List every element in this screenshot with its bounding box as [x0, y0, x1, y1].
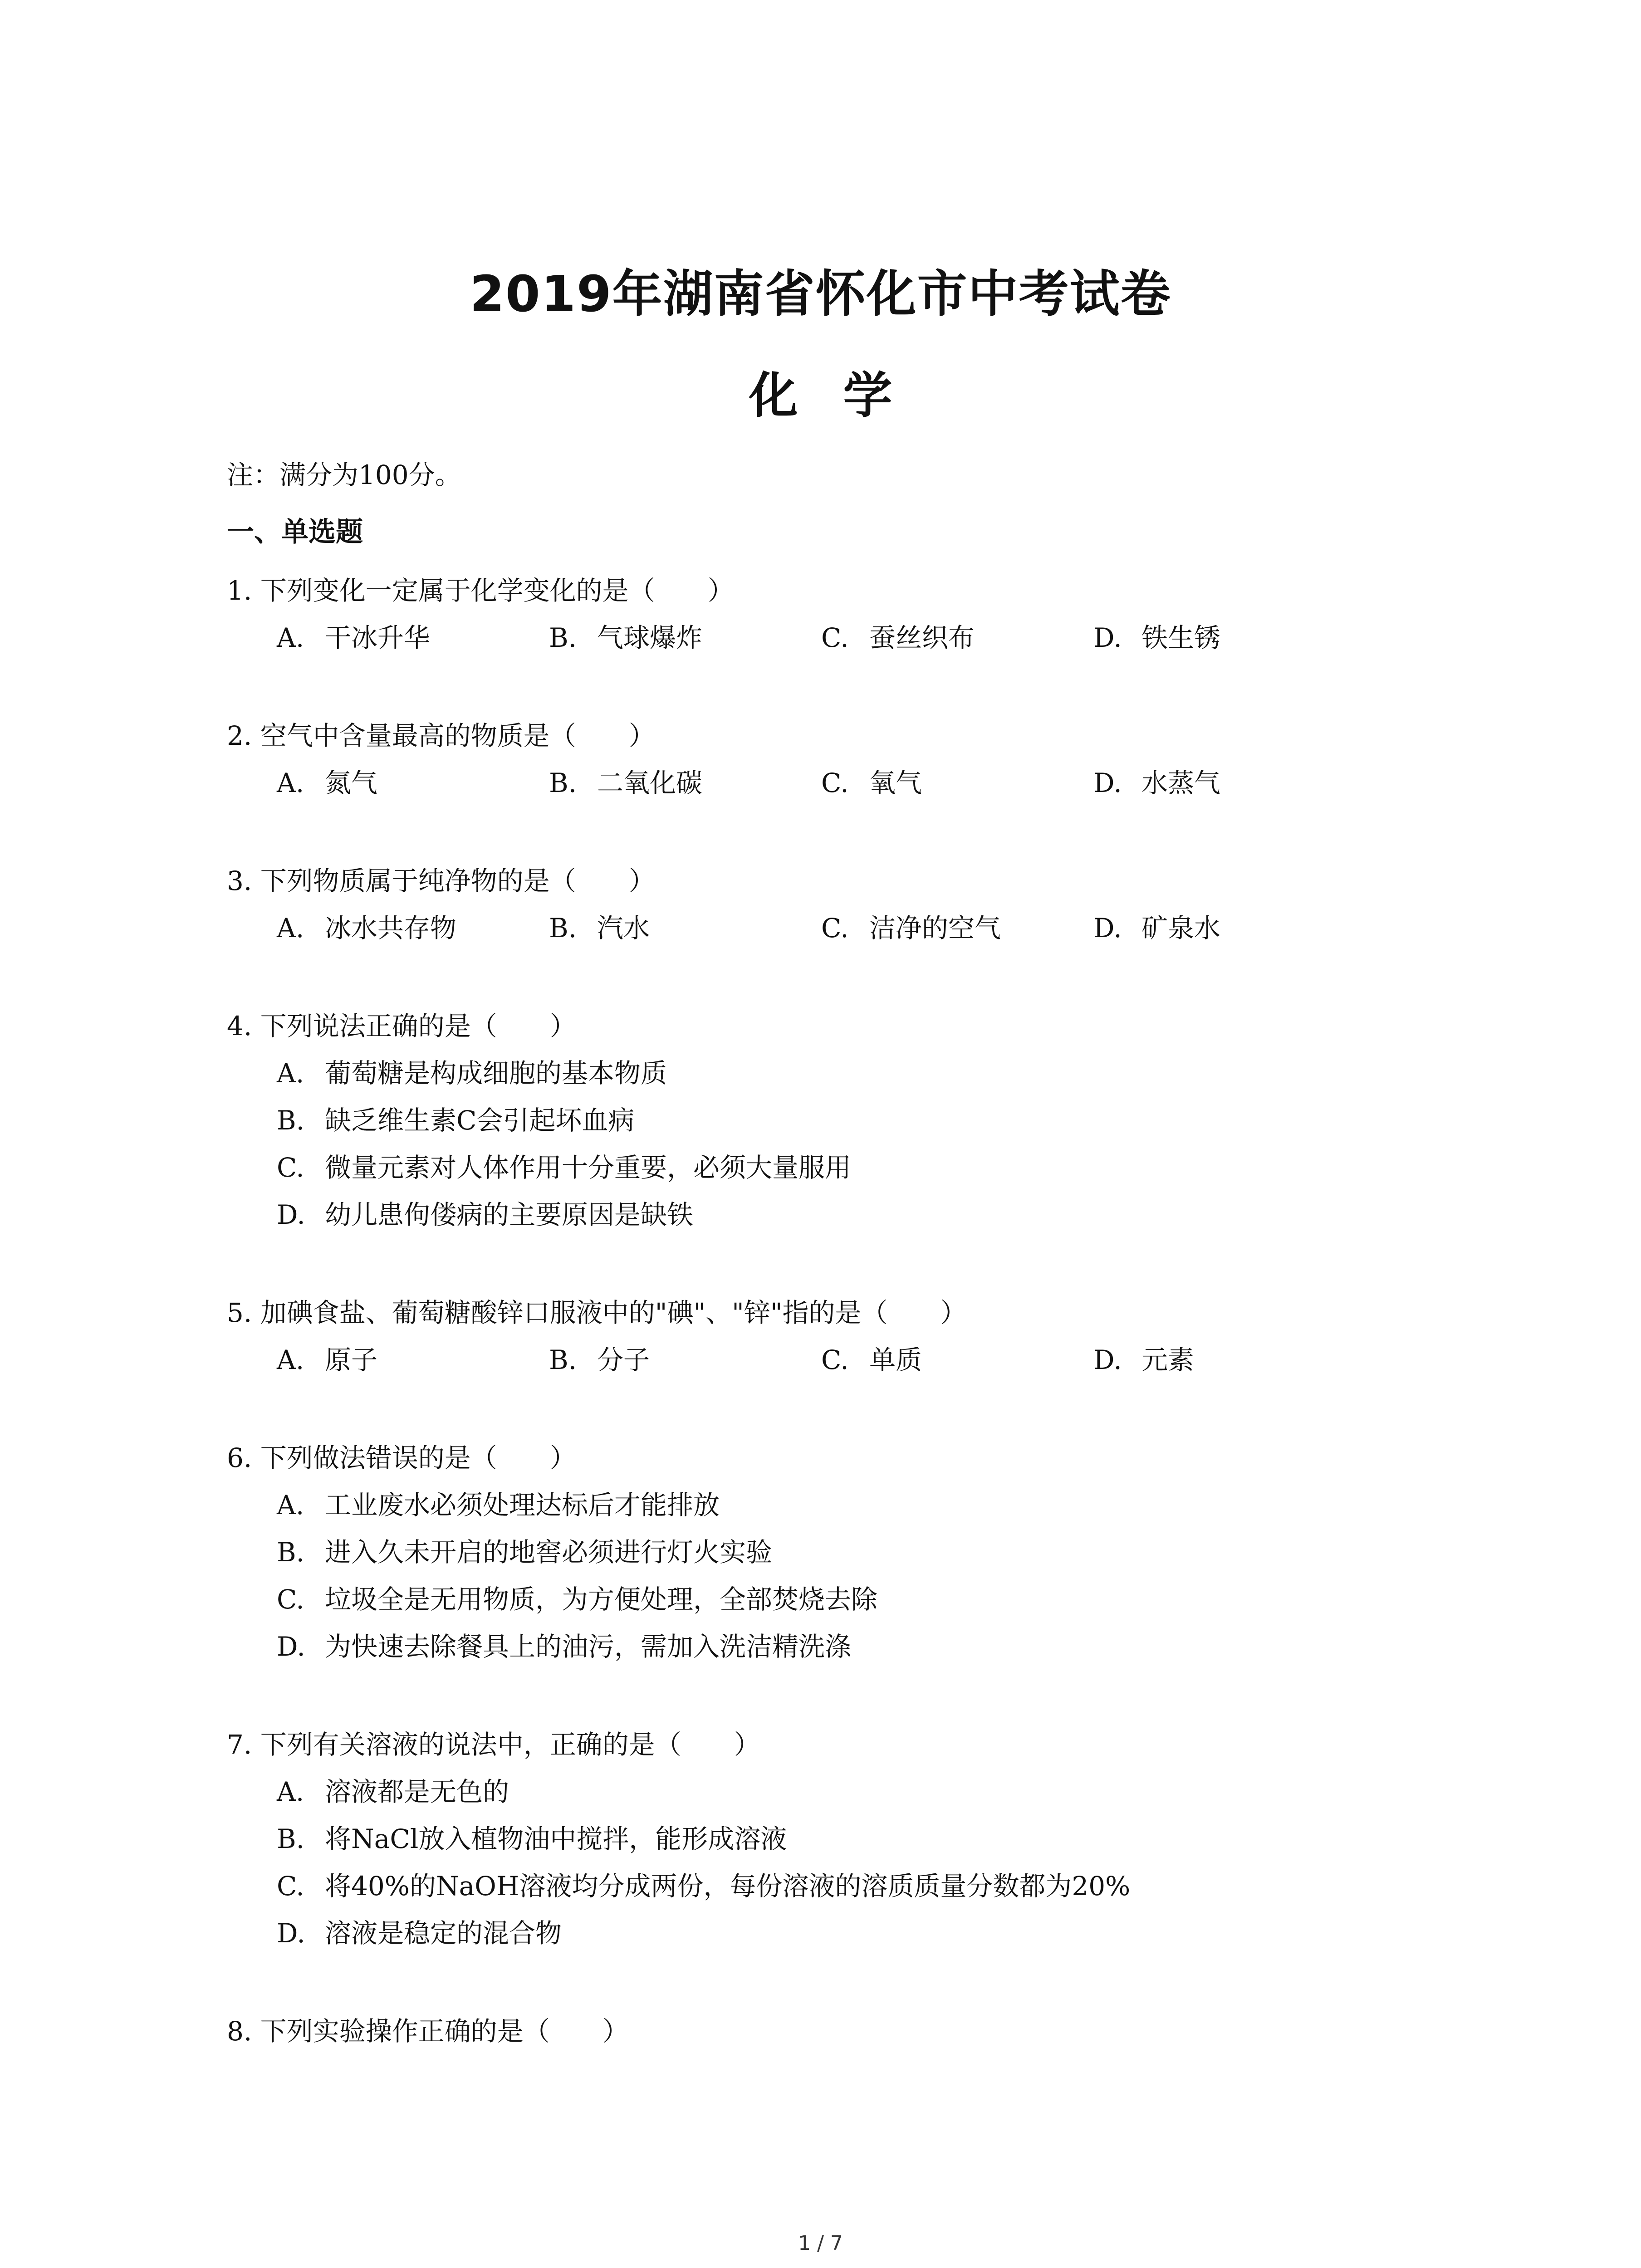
option-c [821, 1336, 1093, 1383]
option-b [277, 1097, 1452, 1144]
option-c [821, 614, 1093, 661]
question-text: 下列说法正确的是（ ） [260, 1011, 576, 1041]
option-a [277, 1050, 1452, 1097]
option-text: 将NaCl放入植物油中搅拌，能形成溶液 [325, 1823, 787, 1854]
option-letter: A. [277, 767, 304, 798]
question-7 [227, 1721, 1452, 1957]
option-text: 进入久未开启的地窖必须进行灯火实验 [325, 1537, 773, 1568]
question-number: 3. [227, 865, 252, 896]
question-5 [227, 1289, 1452, 1383]
option-text: 幼儿患佝偻病的主要原因是缺铁 [325, 1199, 694, 1230]
option-text: 铁生锈 [1141, 622, 1221, 653]
option-text: 矿泉水 [1141, 913, 1221, 943]
option-letter: A. [277, 622, 304, 653]
option-letter: B. [549, 913, 577, 943]
option-b [549, 614, 821, 661]
option-letter: C. [821, 1344, 849, 1375]
option-letter: A. [277, 1490, 304, 1520]
option-letter: C. [277, 1584, 304, 1615]
option-text: 氮气 [325, 767, 378, 798]
option-list [227, 904, 1452, 952]
question-text: 下列变化一定属于化学变化的是（ ） [260, 575, 734, 606]
option-text: 垃圾全是无用物质，为方便处理，全部焚烧去除 [325, 1584, 878, 1615]
option-c [277, 1862, 1452, 1910]
question-number: 8. [227, 2016, 252, 2047]
question-text: 下列做法错误的是（ ） [260, 1442, 576, 1473]
option-letter: D. [1093, 767, 1122, 798]
option-a [277, 1336, 549, 1383]
question-number: 7. [227, 1729, 252, 1760]
question-list [227, 567, 1452, 2055]
option-letter: B. [277, 1105, 305, 1136]
option-a [277, 614, 549, 661]
question-text: 下列有关溶液的说法中，正确的是（ ） [260, 1729, 760, 1760]
option-text: 原子 [325, 1344, 378, 1375]
option-text: 单质 [869, 1344, 922, 1375]
option-c [277, 1576, 1452, 1623]
option-b [549, 1336, 821, 1383]
option-letter: B. [549, 767, 577, 798]
question-stem [227, 712, 1452, 759]
option-a [277, 1768, 1452, 1815]
option-d [277, 1910, 1452, 1957]
option-letter: C. [821, 913, 849, 943]
question-6 [227, 1434, 1452, 1670]
option-letter: B. [277, 1823, 305, 1854]
option-letter: D. [277, 1199, 305, 1230]
subject-title: 化学 [749, 367, 938, 424]
option-c [277, 1144, 1452, 1191]
question-1 [227, 567, 1452, 661]
question-text: 下列物质属于纯净物的是（ ） [260, 865, 655, 896]
option-letter: C. [821, 767, 849, 798]
question-stem [227, 2008, 1452, 2055]
option-b [549, 904, 821, 952]
option-letter: A. [277, 1058, 304, 1089]
question-stem [227, 1289, 1452, 1336]
option-letter: A. [277, 913, 304, 943]
option-text: 氧气 [869, 767, 922, 798]
page-number: 1 / 7 [798, 2232, 843, 2255]
option-d [277, 1191, 1452, 1238]
question-2 [227, 712, 1452, 807]
option-text: 葡萄糖是构成细胞的基本物质 [325, 1058, 667, 1089]
question-number: 5. [227, 1297, 252, 1328]
option-text: 微量元素对人体作用十分重要，必须大量服用 [325, 1152, 852, 1183]
option-list [227, 1768, 1452, 1957]
option-letter: D. [1093, 913, 1122, 943]
option-list [227, 759, 1452, 807]
option-letter: B. [549, 622, 577, 653]
option-letter: D. [277, 1631, 305, 1662]
question-4 [227, 1002, 1452, 1238]
option-list [227, 1481, 1452, 1670]
option-letter: C. [277, 1871, 304, 1901]
option-text: 将40%的NaOH溶液均分成两份，每份溶液的溶质质量分数都为20% [325, 1871, 1131, 1901]
option-list [227, 1050, 1452, 1238]
option-text: 蚕丝织布 [869, 622, 975, 653]
option-text: 为快速去除餐具上的油污，需加入洗洁精洗涤 [325, 1631, 852, 1662]
option-a [277, 1481, 1452, 1529]
option-letter: A. [277, 1776, 304, 1807]
option-text: 缺乏维生素C会引起坏血病 [325, 1105, 635, 1136]
option-text: 溶液都是无色的 [325, 1776, 509, 1807]
option-text: 汽水 [597, 913, 650, 943]
option-a [277, 904, 549, 952]
option-d [1093, 1336, 1366, 1383]
option-text: 洁净的空气 [869, 913, 1001, 943]
exam-title: 2019年湖南省怀化市中考试卷 [470, 265, 1171, 323]
option-letter: C. [821, 622, 849, 653]
question-number: 4. [227, 1011, 252, 1041]
option-b [277, 1815, 1452, 1862]
option-list [227, 1336, 1452, 1383]
option-b [549, 759, 821, 807]
option-text: 冰水共存物 [325, 913, 457, 943]
option-d [1093, 759, 1366, 807]
option-text: 溶液是稳定的混合物 [325, 1918, 562, 1949]
question-stem [227, 1721, 1452, 1768]
option-text: 工业废水必须处理达标后才能排放 [325, 1490, 720, 1520]
option-letter: D. [1093, 1344, 1122, 1375]
question-text: 加碘食盐、葡萄糖酸锌口服液中的"碘"、"锌"指的是（ ） [260, 1297, 967, 1328]
question-text: 空气中含量最高的物质是（ ） [260, 720, 655, 751]
option-letter: B. [549, 1344, 577, 1375]
option-text: 元素 [1141, 1344, 1195, 1375]
question-number: 1. [227, 575, 252, 606]
option-a [277, 759, 549, 807]
question-stem [227, 1434, 1452, 1481]
question-text: 下列实验操作正确的是（ ） [260, 2016, 629, 2047]
option-letter: D. [277, 1918, 305, 1949]
option-text: 分子 [597, 1344, 650, 1375]
option-d [1093, 614, 1366, 661]
score-note: 注：满分为100分。 [227, 459, 461, 490]
option-text: 气球爆炸 [597, 622, 703, 653]
option-b [277, 1529, 1452, 1576]
option-c [821, 759, 1093, 807]
question-8 [227, 2008, 1452, 2055]
question-stem [227, 1002, 1452, 1050]
question-stem [227, 567, 1452, 614]
option-d [277, 1623, 1452, 1670]
option-letter: B. [277, 1537, 305, 1568]
question-3 [227, 857, 1452, 952]
option-text: 干冰升华 [325, 622, 431, 653]
option-list [227, 614, 1452, 661]
question-number: 6. [227, 1442, 252, 1473]
option-letter: C. [277, 1152, 304, 1183]
option-text: 二氧化碳 [597, 767, 703, 798]
option-letter: A. [277, 1344, 304, 1375]
section-heading: 一、单选题 [227, 516, 363, 548]
option-letter: D. [1093, 622, 1122, 653]
option-c [821, 904, 1093, 952]
option-text: 水蒸气 [1141, 767, 1221, 798]
question-stem [227, 857, 1452, 904]
option-d [1093, 904, 1366, 952]
question-number: 2. [227, 720, 252, 751]
